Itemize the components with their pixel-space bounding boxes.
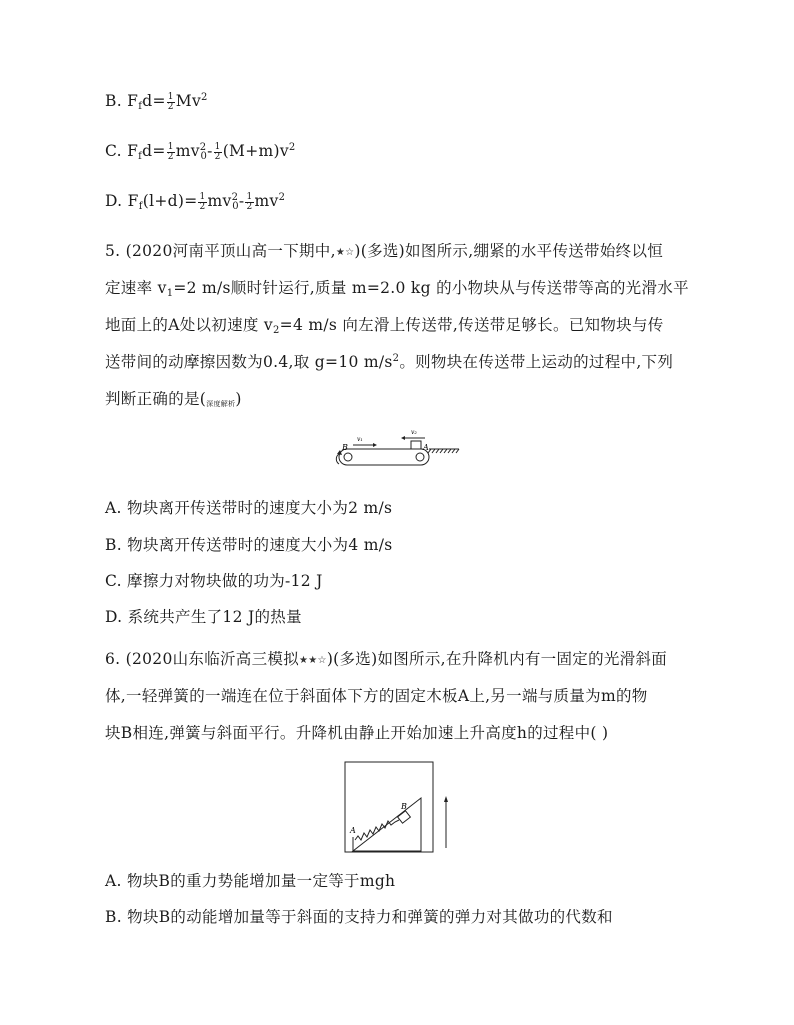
q6-option-b: B. 物块B的动能增加量等于斜面的支持力和弹簧的弹力对其做功的代数和 <box>105 908 613 926</box>
difficulty-stars-icon: ★★☆ <box>299 655 327 666</box>
q5-option-a: A. 物块离开传送带时的速度大小为2 m/s <box>105 499 393 517</box>
left-pulley <box>344 453 352 461</box>
q6-line-2: 体,一轻弹簧的一端连在位于斜面体下方的固定木板A上,另一端与质量为m的物 <box>105 687 648 705</box>
block-b <box>398 811 411 823</box>
option-b: B. $F_fd=$ $\frac{1}{2}$ Mv$^2$ <box>105 91 208 112</box>
label-b: B <box>342 443 348 452</box>
option-d: D. $F_f(l+d)=$ $\frac{1}{2}$ $mv^2_0-$ $\frac{1}{2}$ $mv^2$ <box>105 191 286 212</box>
q5-option-b: B. 物块离开传送带时的速度大小为4 m/s <box>105 536 393 554</box>
option-c: C. $F_fd=$ $\frac{1}{2}$ $mv^2_0-$ $\frac{1}{2}$ $(M+m)v^2$ <box>105 141 296 162</box>
q5-line-1: 5. (2020河南平顶山高一下期中,★☆)(多选)如图所示,绷紧的水平传送带始终以恒 <box>105 242 664 260</box>
q5-line-2: 定速率 $v_1=2$ m/s顺时针运行,质量 m=2.0 kg 的小物块从与传送带等高的光滑水平 <box>105 279 689 299</box>
q6-option-a: A. 物块B的重力势能增加量一定等于mgh <box>105 872 396 890</box>
q6-line-3: 块B相连,弹簧与斜面平行。升降机由静止开始加速上升高度h的过程中( ) <box>105 724 609 742</box>
spring <box>355 820 399 840</box>
label-a: A <box>350 826 356 835</box>
q5-line-5: 判断正确的是(深度解析) <box>105 390 242 408</box>
right-pulley <box>416 453 424 461</box>
q5-line-3: 地面上的A处以初速度 $v_2=4$ m/s 向左滑上传送带,传送带足够长。已知物块与传 <box>105 316 664 336</box>
label-a: A <box>423 443 429 452</box>
block-a <box>411 441 421 449</box>
label-v1: v₁ <box>357 436 363 443</box>
elevator-box <box>345 762 433 852</box>
q5-line-4: 送带间的动摩擦因数为0.4,取 g=10 $m/s^2$。则物块在传送带上运动的过程中,下列 <box>105 353 674 371</box>
conveyor-belt-figure <box>333 428 463 472</box>
fraction-half: $\frac{1}{2}$ <box>167 91 174 112</box>
q6-line-1: 6. (2020山东临沂高三模拟★★☆)(多选)如图所示,在升降机内有一固定的光滑斜面 <box>105 650 668 668</box>
elevator-incline-figure <box>343 760 455 856</box>
deep-analysis-note: 深度解析 <box>206 400 236 408</box>
q5-option-c: C. 摩擦力对物块做的功为-12 J <box>105 572 323 590</box>
label-v2: v₂ <box>411 429 417 436</box>
q5-option-d: D. 系统共产生了12 J的热量 <box>105 608 302 626</box>
rotation-arrow <box>336 454 339 464</box>
label-b: B <box>401 802 407 811</box>
difficulty-stars-icon: ★☆ <box>335 247 355 258</box>
